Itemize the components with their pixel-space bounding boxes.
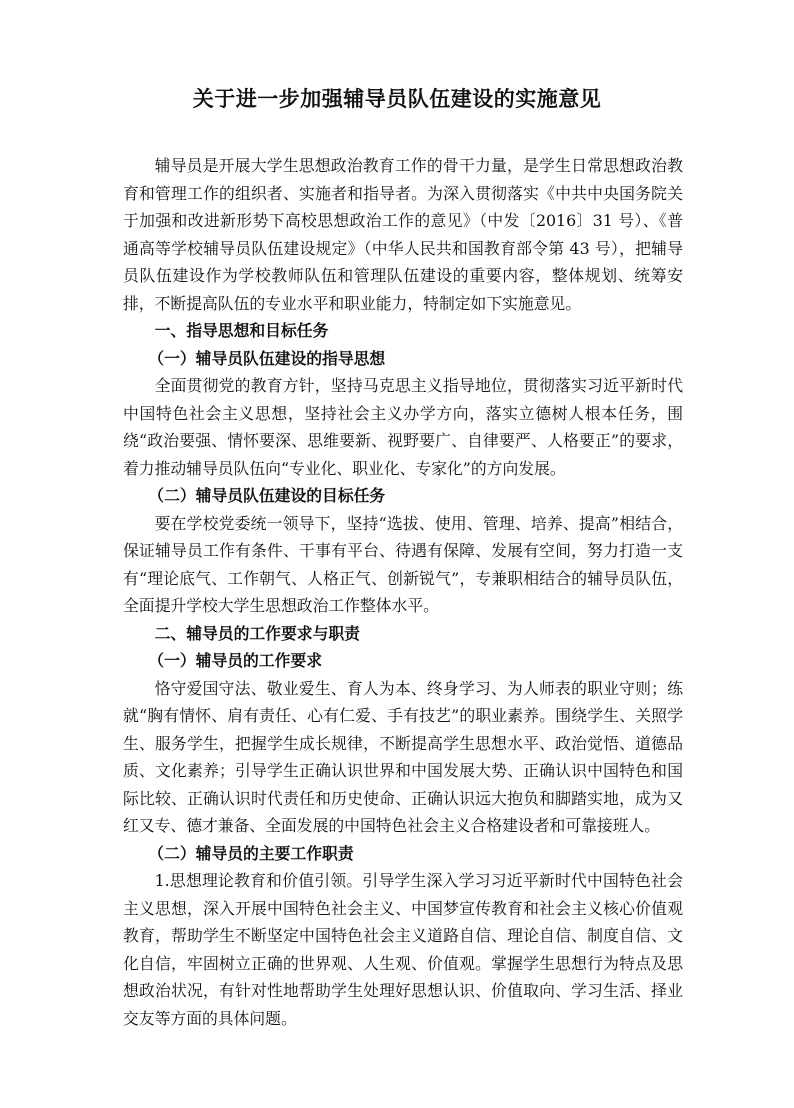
document-body [123, 152, 683, 1032]
section-2-2-paragraph: 1.思想理论教育和价值引领。引导学生深入学习习近平新时代中国特色社会主义思想，深入开展中国特色社会主义、中国梦宣传教育和社会主义核心价值观教育，帮助学生不断坚定中国特色社会主义道路自信、理论自信、制度自信、文化自信，牢固树立正确的世界观、人生观、价值观。掌握学生思想行为特点及思想政治状况，有针对性地帮助学生处理好思想认识、价值取向、学习生活、择业交友等方面的具体问题。 [123, 871, 683, 1028]
section-1-2-paragraph: 要在学校党委统一领导下，坚持“选拔、使用、管理、培养、提高”相结合，保证辅导员工作有条件、干事有平台、待遇有保障、发展有空间，努力打造一支有“理论底气、工作朝气、人格正气、创新锐气”，专兼职相结合的辅导员队伍，全面提升学校大学生思想政治工作整体水平。 [123, 513, 683, 615]
section-1-1-paragraph: 全面贯彻党的教育方针，坚持马克思主义指导地位，贯彻落实习近平新时代中国特色社会主义思想，坚持社会主义办学方向，落实立德树人根本任务，围绕“政治要强、情怀要深、思维要新、视野要广、自律要严、人格要正”的要求，着力推动辅导员队伍向“专业化、职业化、专家化”的方向发展。 [123, 376, 683, 478]
section-2-heading: 二、辅导员的工作要求与职责 [154, 623, 360, 643]
section-1-1-heading: （一）辅导员队伍建设的指导思想 [148, 348, 386, 368]
document-title: 关于进一步加强辅导员队伍建设的实施意见 [192, 86, 602, 111]
intro-paragraph: 辅导员是开展大学生思想政治教育工作的骨干力量，是学生日常思想政治教育和管理工作的组织者、实施者和指导者。为深入贯彻落实《中共中央国务院关于加强和改进新形势下高校思想政治工作的意见》（中发〔2016〕31 号）、《普通高等学校辅导员队伍建设规定》（中华人民共和国教育部令第 43 号），把辅导员队伍建设作为学校教师队伍和管理队伍建设的重要内容，整体规划、统筹安排，不断提高队伍的专业水平和职业能力，特制定如下实施意见。 [123, 156, 683, 313]
section-2-2-heading: （二）辅导员的主要工作职责 [148, 843, 354, 863]
section-2-1-paragraph: 恪守爱国守法、敬业爱生、育人为本、终身学习、为人师表的职业守则；练就“胸有情怀、肩有责任、心有仁爱、手有技艺”的职业素养。围绕学生、关照学生、服务学生，把握学生成长规律，不断提高学生思想水平、政治觉悟、道德品质、文化素养；引导学生正确认识世界和中国发展大势、正确认识中国特色和国际比较、正确认识时代责任和历史使命、正确认识远大抱负和脚踏实地，成为又红又专、德才兼备、全面发展的中国特色社会主义合格建设者和可靠接班人。 [123, 678, 683, 835]
section-1-heading: 一、指导思想和目标任务 [154, 321, 329, 340]
section-1-2-heading: （二）辅导员队伍建设的目标任务 [148, 486, 386, 505]
section-2-1-heading: （一）辅导员的工作要求 [148, 651, 323, 670]
